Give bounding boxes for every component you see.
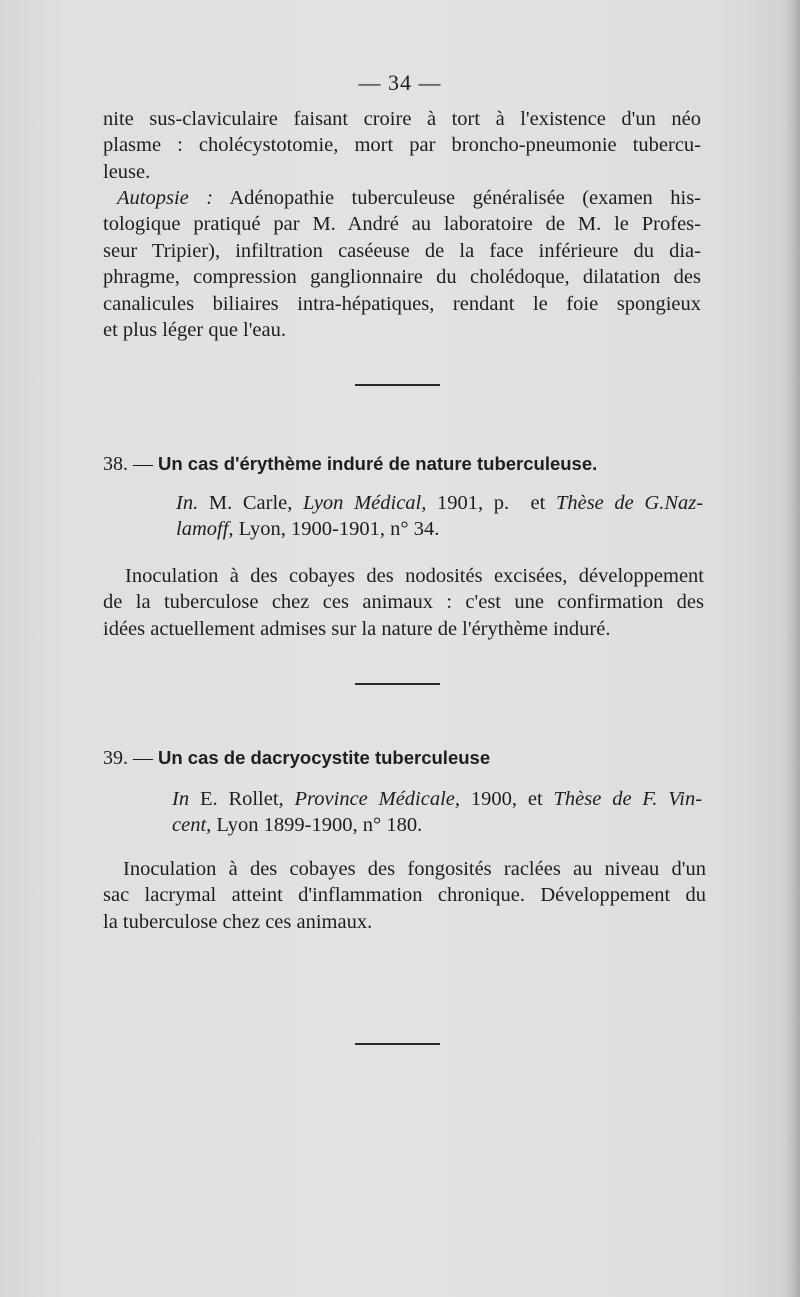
text-line: tologique pratiqué par M. André au laboratoire de M. le Profes- [103,213,701,236]
ref-in: In [172,788,190,810]
ref-these-cont: cent, [172,814,212,837]
text-line: la tuberculose chez ces animaux. [103,910,373,933]
ref-rest: Lyon, 1900-1901, n° 34. [238,518,440,541]
text-line: Inoculation à des cobayes des fongosités raclées au niveau d'un [123,858,706,880]
section-divider [355,1043,440,1045]
section-divider [355,683,440,685]
ref-year: 1901, p. [437,492,510,514]
text-line: nite sus-claviculaire faisant croire à tort à l'existence d'un néo [103,108,701,130]
continuation-paragraph [103,106,701,185]
autopsie-paragraph [103,185,701,343]
section-divider [355,384,440,386]
section-38-heading [103,451,597,477]
text-line: Inoculation à des cobayes des nodosités excisées, développement [125,565,704,587]
ref-these: Thèse de F. Vin- [553,788,703,810]
section-38-body [103,563,704,642]
ref-year: 1900, et [470,788,543,810]
text-line: seur Tripier), infiltration caséeuse de la face inférieure du dia- [103,239,701,262]
ref-these: Thèse de G.Naz- [555,492,704,514]
section-number: 39. — [103,747,153,769]
text-line [176,490,703,516]
text-line: phragme, compression ganglionnaire du cholédoque, dilatation des [103,266,701,289]
text-line: plasme : cholécystotomie, mort par broncho-pneumonie tubercu- [103,134,701,157]
section-number: 38. — [103,453,153,475]
text-line [103,185,701,211]
ref-these-cont: lamoff, [176,518,234,541]
text-line: sac lacrymal atteint d'inflammation chronique. Développement du [103,884,706,907]
ref-journal: Province Médicale, [294,788,461,810]
section-39-heading [103,745,490,771]
section-title: Un cas de dacryocystite tuberculeuse [158,747,491,768]
text-line: idées actuellement admises sur la nature de l'érythème induré. [103,617,611,640]
page-number: — 34 — [358,70,442,95]
section-38-reference [176,490,703,543]
section-title: Un cas d'érythème induré de nature tuberculeuse. [158,453,598,474]
autopsie-first-line: Adénopathie tuberculeuse généralisée (examen his- [229,187,702,209]
ref-author: E. Rollet, [199,788,284,810]
page-edge-shadow [786,0,800,1297]
ref-journal: Lyon Médical, [303,492,427,514]
text-line: canalicules biliaires intra-hépatiques, rendant le foie spongieux [103,292,701,315]
text-line [172,786,702,812]
text-line: de la tuberculose chez ces animaux : c'est une confirmation des [103,591,704,614]
ref-rest: Lyon 1899-1900, n° 180. [216,814,423,837]
autopsie-label: Autopsie : [117,187,214,209]
text-line [172,812,702,838]
section-39-reference [172,786,702,839]
ref-et: et [530,492,546,514]
ref-in: In. [176,492,199,514]
section-39-body [103,856,706,935]
text-line: et plus léger que l'eau. [103,319,286,342]
text-line: leuse. [103,160,151,183]
ref-author: M. Carle, [208,492,293,514]
text-line [176,516,703,542]
